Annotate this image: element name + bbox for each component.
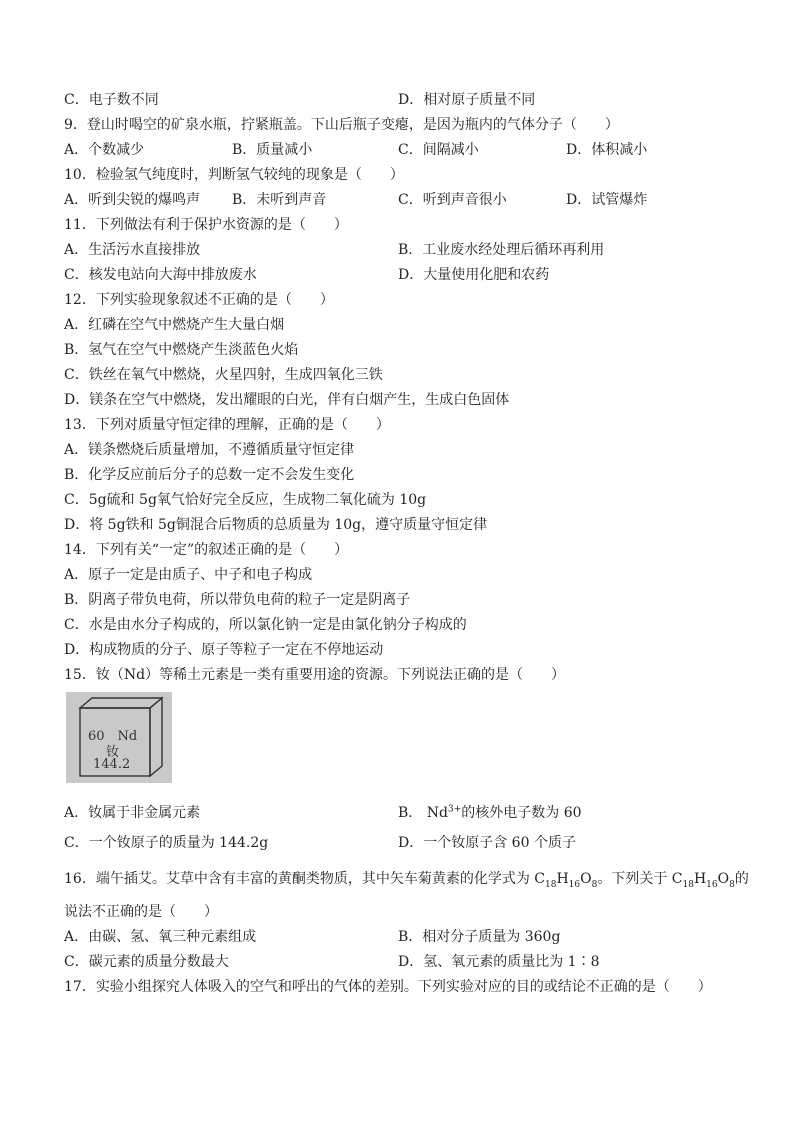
formula-element: O xyxy=(717,871,730,887)
formula-subscript: 18 xyxy=(682,879,694,890)
formula-subscript: 8 xyxy=(591,879,598,890)
q11-stem: 11．下列做法有利于保护水资源的是（ ） xyxy=(64,217,348,233)
element-atomic-mass: 144.2 xyxy=(93,757,131,772)
q16-option-a: A．由碳、氢、氧三种元素组成 xyxy=(64,929,257,945)
q12-option-d: D．镁条在空气中燃烧，发出耀眼的白光，伴有白烟产生，生成白色固体 xyxy=(64,392,510,408)
q13-stem: 13．下列对质量守恒定律的理解，正确的是（ ） xyxy=(64,417,390,433)
q9-option-c: C．间隔减小 xyxy=(398,142,479,158)
q11-option-b: B．工业废水经处理后循环再利用 xyxy=(398,242,605,258)
q11-option-a: A．生活污水直接排放 xyxy=(64,242,201,258)
q16-option-b: B．相对分子质量为 360g xyxy=(398,929,561,945)
formula-subscript: 8 xyxy=(729,879,735,890)
q15-option-b-text: 的核外电子数为 60 xyxy=(461,805,582,821)
q16-stem-text: 的 xyxy=(734,871,749,887)
q9-stem: 9．登山时喝空的矿泉水瓶，拧紧瓶盖。下山后瓶子变瘪，是因为瓶内的气体分子（ ） xyxy=(64,117,619,133)
q11-option-c: C．核发电站向大海中排放废水 xyxy=(64,267,257,283)
q13-option-b: B．化学反应前后分子的总数一定不会发生变化 xyxy=(64,467,355,483)
q15-option-a: A．钕属于非金属元素 xyxy=(64,805,201,821)
element-number-symbol: 60 Nd xyxy=(88,729,138,744)
ion-symbol: Nd xyxy=(426,805,448,821)
q16-option-d: D．氢、氧元素的质量比为 1∶8 xyxy=(398,954,600,970)
q12-option-a: A．红磷在空气中燃烧产生大量白烟 xyxy=(64,317,285,333)
q12-option-c: C．铁丝在氧气中燃烧，火星四射，生成四氧化三铁 xyxy=(64,367,383,383)
q14-stem: 14．下列有关“一定”的叙述正确的是（ ） xyxy=(64,542,349,558)
q9-option-a: A．个数减少 xyxy=(64,142,145,158)
q13-option-d: D．将 5g铁和 5g铜混合后物质的总质量为 10g，遵守质量守恒定律 xyxy=(64,517,488,533)
q14-option-a: A．原子一定是由质子、中子和电子构成 xyxy=(64,567,313,583)
formula-element: O xyxy=(580,871,592,887)
q9-option-d: D．体积减小 xyxy=(566,142,648,158)
q9-option-b: B．质量减小 xyxy=(232,142,313,158)
q10-stem: 10．检验氢气纯度时，判断氢气较纯的现象是（ ） xyxy=(64,167,404,183)
q16-stem-line2: 说法不正确的是（ ） xyxy=(64,904,218,920)
ion-charge: 3+ xyxy=(447,804,462,815)
q13-option-c: C．5g硫和 5g氧气恰好完全反应，生成物二氧化硫为 10g xyxy=(64,492,427,508)
formula-subscript: 16 xyxy=(568,879,581,890)
q15-option-b-label: B． xyxy=(398,805,423,821)
q16-stem-text: 。下列关于 C xyxy=(597,871,683,887)
q14-option-c: C．水是由水分子构成的，所以氯化钠一定是由氯化钠分子构成的 xyxy=(64,617,467,633)
q10-option-d: D．试管爆炸 xyxy=(566,192,648,208)
q10-option-c: C．听到声音很小 xyxy=(398,192,507,208)
q13-option-a: A．镁条燃烧后质量增加，不遵循质量守恒定律 xyxy=(64,442,355,458)
q16-option-c: C．碳元素的质量分数最大 xyxy=(64,954,229,970)
q15-option-d: D．一个钕原子含 60 个质子 xyxy=(398,835,576,851)
formula-element: H xyxy=(556,871,569,887)
q15-stem: 15．钕（Nd）等稀土元素是一类有重要用途的资源。下列说法正确的是（ ） xyxy=(64,667,566,683)
q12-option-b: B．氢气在空气中燃烧产生淡蓝色火焰 xyxy=(64,342,299,358)
formula-element: H xyxy=(693,871,707,887)
q10-option-a: A．听到尖锐的爆鸣声 xyxy=(64,192,201,208)
q16-stem-text: 16．端午插艾。艾草中含有丰富的黄酮类物质，其中矢车菊黄素的化学式为 C xyxy=(64,871,545,887)
q17-stem: 17．实验小组探究人体吸入的空气和呼出的气体的差别。下列实验对应的目的或结论不正确的是（ ） xyxy=(64,979,712,995)
q8-option-d: D．相对原子质量不同 xyxy=(398,92,536,108)
q11-option-d: D．大量使用化肥和农药 xyxy=(398,267,550,283)
formula-subscript: 16 xyxy=(706,879,718,890)
q14-option-b: B．阴离子带负电荷，所以带负电荷的粒子一定是阴离子 xyxy=(64,592,411,608)
q15-option-b xyxy=(398,804,582,822)
element-name: 钕 xyxy=(106,745,120,760)
q12-stem: 12．下列实验现象叙述不正确的是（ ） xyxy=(64,292,334,308)
q16-stem xyxy=(64,870,749,888)
q14-option-d: D．构成物质的分子、原子等粒子一定在不停地运动 xyxy=(64,642,384,658)
q10-option-b: B．未听到声音 xyxy=(232,192,327,208)
q8-option-c: C．电子数不同 xyxy=(64,92,159,108)
element-tile-image xyxy=(66,692,172,783)
formula-subscript: 18 xyxy=(544,879,557,890)
q15-option-c: C．一个钕原子的质量为 144.2g xyxy=(64,835,269,851)
